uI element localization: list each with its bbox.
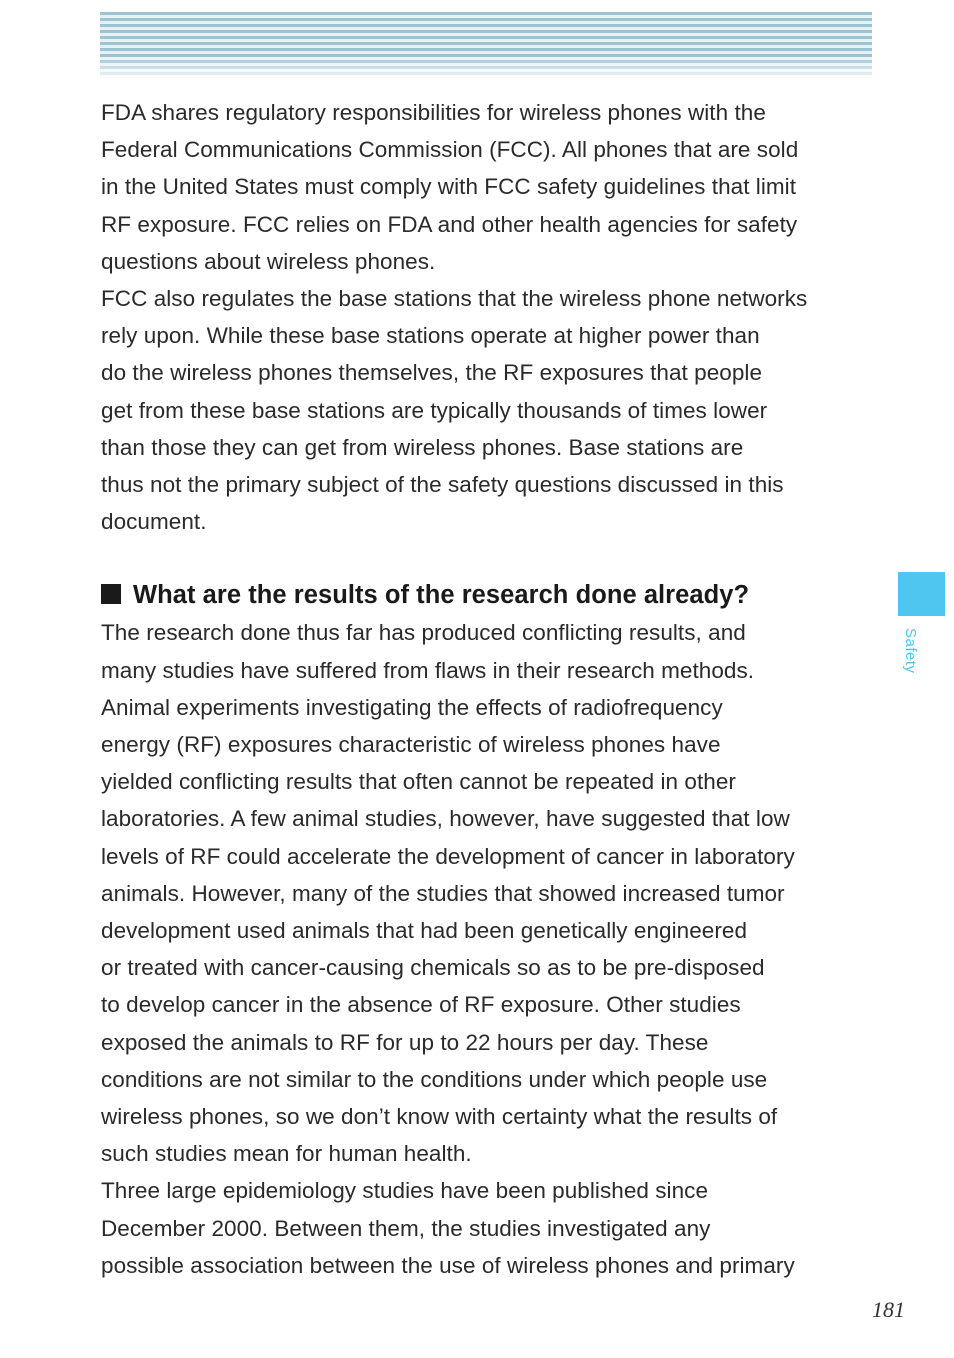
text-line: questions about wireless phones. bbox=[101, 248, 436, 274]
text-line: in the United States must comply with FCC safety guidelines that limit bbox=[101, 174, 797, 200]
paragraph-base-stations bbox=[101, 280, 881, 540]
text-line: levels of RF could accelerate the development of cancer in laboratory bbox=[101, 843, 795, 869]
text-line: do the wireless phones themselves, the RF exposures that people bbox=[101, 360, 763, 386]
text-line: FCC also regulates the base stations that the wireless phone networks bbox=[101, 286, 808, 312]
text-line: Federal Communications Commission (FCC). All phones that are sold bbox=[101, 137, 799, 163]
text-line: yielded conflicting results that often cannot be repeated in other bbox=[101, 769, 736, 795]
text-line: possible association between the use of wireless phones and primary bbox=[101, 1252, 795, 1278]
text-line: energy (RF) exposures characteristic of wireless phones have bbox=[101, 732, 721, 758]
text-line: document. bbox=[101, 509, 207, 535]
text-line: rely upon. While these base stations operate at higher power than bbox=[101, 323, 760, 349]
text-line: Three large epidemiology studies have been published since bbox=[101, 1178, 709, 1204]
square-bullet-icon bbox=[101, 584, 121, 604]
text-line: or treated with cancer-causing chemicals so as to be pre-disposed bbox=[101, 955, 765, 981]
section-heading bbox=[101, 576, 881, 614]
text-line: December 2000. Between them, the studies investigated any bbox=[101, 1215, 711, 1241]
text-line: thus not the primary subject of the safety questions discussed in this bbox=[101, 472, 784, 498]
text-line: wireless phones, so we don’t know with certainty what the results of bbox=[101, 1104, 778, 1130]
page-number: 181 bbox=[872, 1297, 905, 1322]
text-line: RF exposure. FCC relies on FDA and other health agencies for safety bbox=[101, 211, 798, 237]
text-line: animals. However, many of the studies that showed increased tumor bbox=[101, 880, 785, 906]
text-line: many studies have suffered from flaws in their research methods. bbox=[101, 657, 755, 683]
text-line: conditions are not similar to the conditions under which people use bbox=[101, 1066, 768, 1092]
page-body bbox=[101, 94, 881, 1284]
text-line: The research done thus far has produced conflicting results, and bbox=[101, 620, 746, 646]
header-stripe-banner bbox=[100, 12, 872, 78]
text-line: than those they can get from wireless phones. Base stations are bbox=[101, 434, 744, 460]
text-line: exposed the animals to RF for up to 22 hours per day. These bbox=[101, 1029, 709, 1055]
section-tab-label: Safety bbox=[902, 628, 919, 674]
text-line: such studies mean for human health. bbox=[101, 1141, 472, 1167]
text-line: FDA shares regulatory responsibilities for wireless phones with the bbox=[101, 100, 766, 125]
text-line: laboratories. A few animal studies, however, have suggested that low bbox=[101, 806, 790, 832]
section-heading-text: What are the results of the research done already? bbox=[133, 581, 750, 610]
text-line: development used animals that had been genetically engineered bbox=[101, 918, 748, 944]
paragraph-fda-fcc bbox=[101, 94, 881, 280]
text-line: get from these base stations are typically thousands of times lower bbox=[101, 397, 768, 423]
section-tab-marker bbox=[898, 572, 945, 616]
text-line: to develop cancer in the absence of RF exposure. Other studies bbox=[101, 992, 741, 1018]
paragraph-research-results bbox=[101, 614, 881, 1172]
paragraph-epidemiology bbox=[101, 1172, 881, 1284]
text-line: Animal experiments investigating the effects of radiofrequency bbox=[101, 694, 723, 720]
